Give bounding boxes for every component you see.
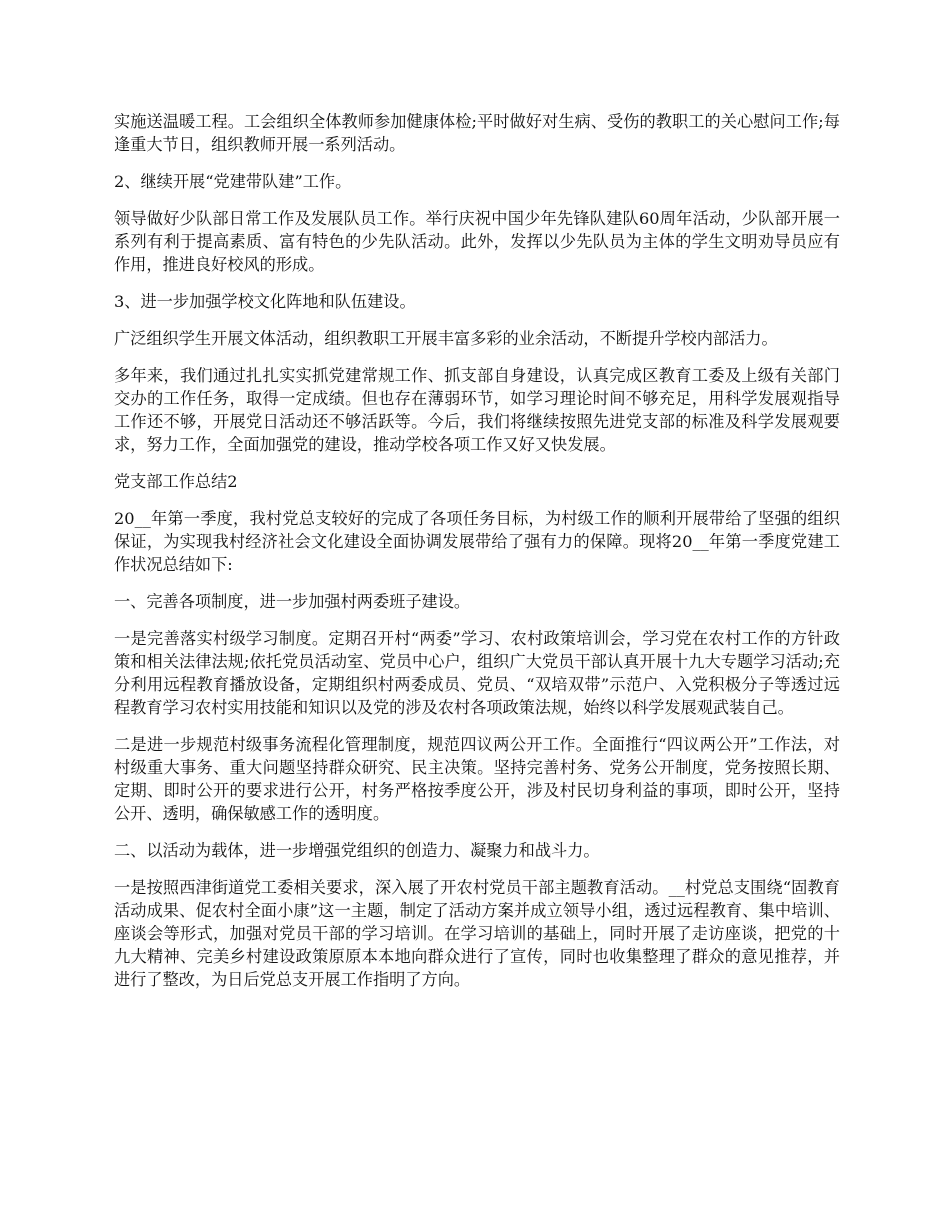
section-heading-12: 二、以活动为载体，进一步增强党组织的创造力、凝聚力和战斗力。 — [114, 841, 600, 860]
paragraph-1: 实施送温暖工程。工会组织全体教师参加健康体检;平时做好对生病、受伤的教职工的关心慰问工作;每逢重大节日，组织教师开展一系列活动。 — [114, 112, 840, 154]
section-heading-4: 3、进一步加强学校文化阵地和队伍建设。 — [114, 292, 416, 311]
paragraph-3: 领导做好少队部日常工作及发展队员工作。举行庆祝中国少年先锋队建队60周年活动，少队部开展一系列有利于提高素质、富有特色的少先队活动。此外，发挥以少先队员为主体的学生文明劝导员应有作用，推进良好校风的形成。 — [114, 209, 840, 274]
paragraph-6: 多年来，我们通过扎扎实实抓党建常规工作、抓支部自身建设，认真完成区教育工委及上级有关部门交办的工作任务，取得一定成绩。但也存在薄弱环节，如学习理论时间不够充足，用科学发展观指导工作还不够，开展党日活动还不够活跃等。今后，我们将继续按照先进党支部的标准及科学发展观要求，努力工作，全面加强党的建设，推动学校各项工作又好又快发展。 — [114, 366, 840, 454]
section-heading-2: 2、继续开展“党建带队建”工作。 — [114, 172, 352, 191]
paragraph-10: 一是完善落实村级学习制度。定期召开村“两委”学习、农村政策培训会，学习党在农村工作的方针政策和相关法律法规;依托党员活动室、党员中心户，组织广大党员干部认真开展十九大专题学习活动;充分利用远程教育播放设备，定期组织村两委成员、党员、“双培双带”示范户、入党积极分子等透过远程教育学习农村实用技能和知识以及党的涉及农村各项政策法规，始终以科学发展观武装自己。 — [114, 629, 840, 717]
document-subtitle: 党支部工作总结2 — [114, 472, 238, 491]
paragraph-13: 一是按照西津街道党工委相关要求，深入展了开农村党员干部主题教育活动。__村党总支围绕“固教育活动成果、促农村全面小康”这一主题，制定了活动方案并成立领导小组，透过远程教育、集中培训、座谈会等形式，加强对党员干部的学习培训。在学习培训的基础上，同时开展了走访座谈，把党的十九大精神、完美乡村建设政策原原本本地向群众进行了宣传，同时也收集整理了群众的意见推荐，并进行了整改，为日后党总支开展工作指明了方向。 — [114, 878, 840, 989]
document-page — [114, 110, 840, 1005]
paragraph-8: 20__年第一季度，我村党总支较好的完成了各项任务目标，为村级工作的顺利开展带给了坚强的组织保证，为实现我村经济社会文化建设全面协调发展带给了强有力的保障。现将20__年第一季度党建工作状况总结如下: — [114, 509, 840, 574]
paragraph-11: 二是进一步规范村级事务流程化管理制度，规范四议两公开工作。全面推行“四议两公开”工作法，对村级重大事务、重大问题坚持群众研究、民主决策。坚持完善村务、党务公开制度，党务按照长期、定期、即时公开的要求进行公开，村务严格按季度公开，涉及村民切身利益的事项，即时公开，坚持公开、透明，确保敏感工作的透明度。 — [114, 735, 840, 823]
paragraph-5: 广泛组织学生开展文体活动，组织教职工开展丰富多彩的业余活动，不断提升学校内部活力。 — [114, 329, 778, 348]
section-heading-9: 一、完善各项制度，进一步加强村两委班子建设。 — [114, 592, 471, 611]
